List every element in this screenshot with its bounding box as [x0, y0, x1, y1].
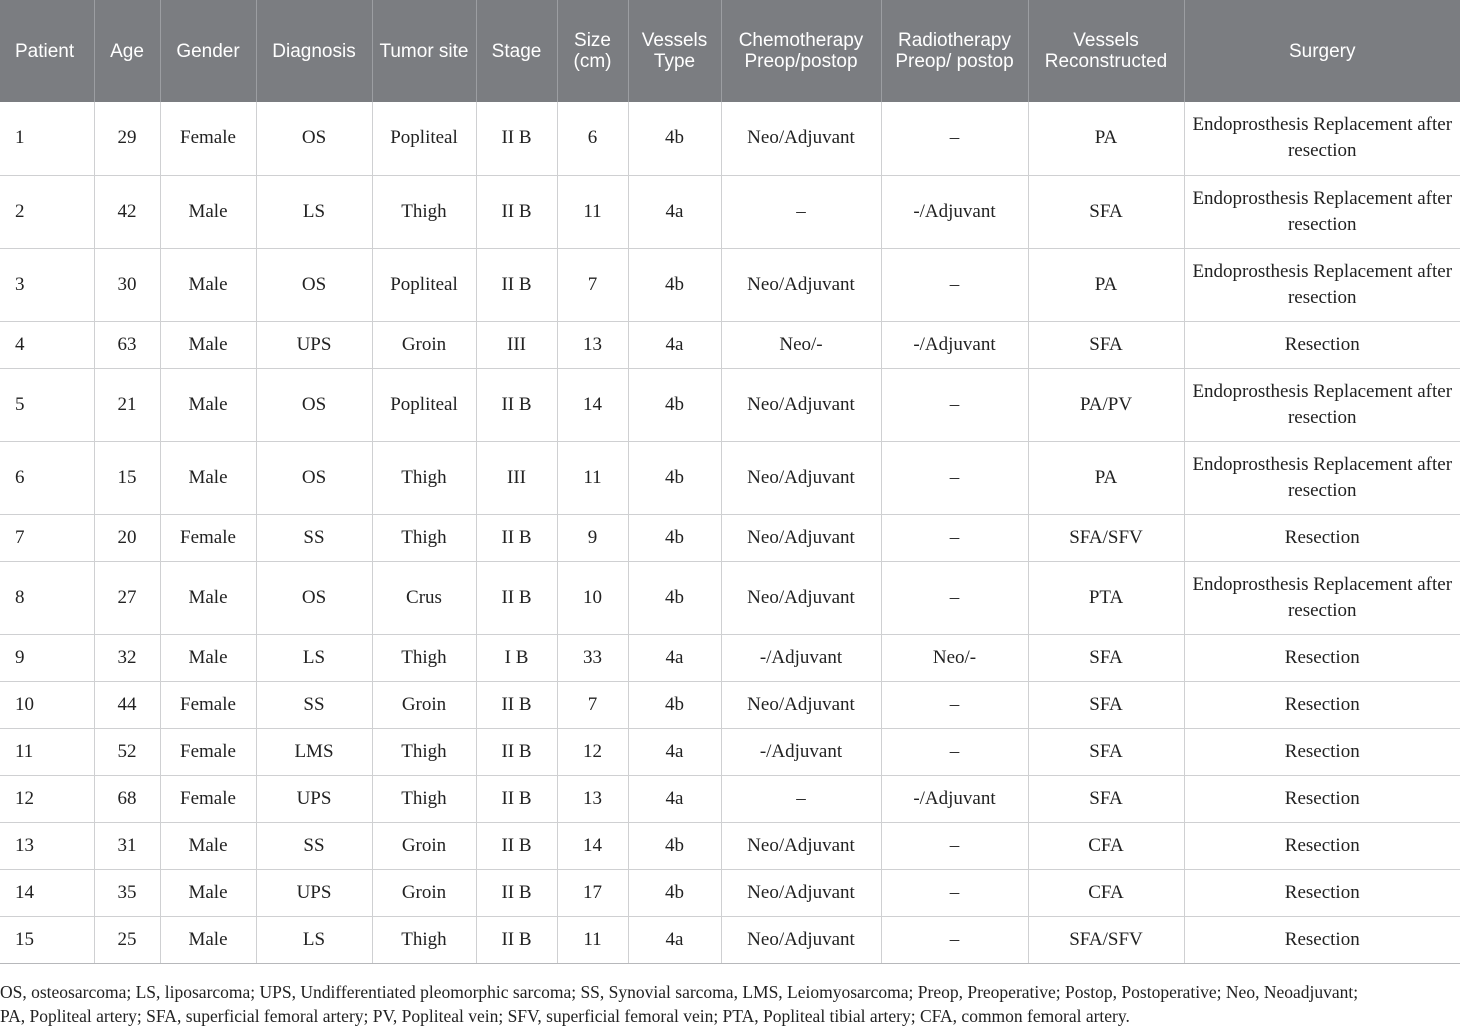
cell-radiotherapy: –: [881, 916, 1028, 963]
cell-age: 29: [94, 102, 160, 175]
cell-vessels-reconstructed: PA: [1028, 441, 1184, 514]
cell-chemotherapy: Neo/Adjuvant: [721, 368, 881, 441]
cell-vessels-type: 4b: [628, 514, 721, 561]
cell-radiotherapy: –: [881, 728, 1028, 775]
header-diagnosis: Diagnosis: [256, 0, 372, 102]
cell-tumor-site: Thigh: [372, 775, 476, 822]
cell-vessels-reconstructed: PA: [1028, 248, 1184, 321]
table-row: [0, 869, 1460, 916]
cell-chemotherapy: Neo/Adjuvant: [721, 869, 881, 916]
cell-surgery: Endoprosthesis Replacement after resection: [1184, 102, 1460, 175]
cell-age: 63: [94, 321, 160, 368]
table-row: [0, 102, 1460, 175]
cell-gender: Male: [160, 916, 256, 963]
cell-age: 68: [94, 775, 160, 822]
cell-tumor-site: Thigh: [372, 634, 476, 681]
cell-size: 12: [557, 728, 628, 775]
cell-radiotherapy: –: [881, 869, 1028, 916]
cell-chemotherapy: Neo/Adjuvant: [721, 514, 881, 561]
cell-surgery: Resection: [1184, 514, 1460, 561]
cell-diagnosis: SS: [256, 681, 372, 728]
cell-tumor-site: Popliteal: [372, 368, 476, 441]
cell-stage: II B: [476, 368, 557, 441]
cell-diagnosis: OS: [256, 102, 372, 175]
cell-patient: 3: [0, 248, 94, 321]
cell-size: 7: [557, 681, 628, 728]
cell-patient: 2: [0, 175, 94, 248]
cell-age: 15: [94, 441, 160, 514]
cell-patient: 14: [0, 869, 94, 916]
cell-diagnosis: UPS: [256, 775, 372, 822]
table-row: [0, 728, 1460, 775]
table-row: [0, 822, 1460, 869]
table-row: [0, 681, 1460, 728]
cell-age: 21: [94, 368, 160, 441]
cell-vessels-type: 4b: [628, 681, 721, 728]
cell-vessels-type: 4b: [628, 368, 721, 441]
cell-gender: Female: [160, 681, 256, 728]
cell-gender: Male: [160, 175, 256, 248]
cell-size: 13: [557, 775, 628, 822]
cell-radiotherapy: -/Adjuvant: [881, 175, 1028, 248]
cell-surgery: Resection: [1184, 916, 1460, 963]
cell-diagnosis: LMS: [256, 728, 372, 775]
cell-vessels-reconstructed: PTA: [1028, 561, 1184, 634]
cell-stage: II B: [476, 561, 557, 634]
cell-vessels-reconstructed: SFA: [1028, 175, 1184, 248]
cell-radiotherapy: -/Adjuvant: [881, 775, 1028, 822]
footnote-line-2: PA, Popliteal artery; SFA, superficial femoral artery; PV, Popliteal vein; SFV, superficial femoral vein; PTA, Popliteal tibial artery; CFA, common femoral artery.: [0, 1006, 1130, 1026]
header-vessels-type: Vessels Type: [628, 0, 721, 102]
cell-chemotherapy: Neo/Adjuvant: [721, 561, 881, 634]
cell-surgery: Resection: [1184, 634, 1460, 681]
table-row: [0, 321, 1460, 368]
cell-tumor-site: Crus: [372, 561, 476, 634]
cell-vessels-reconstructed: SFA: [1028, 681, 1184, 728]
cell-chemotherapy: Neo/Adjuvant: [721, 102, 881, 175]
cell-vessels-reconstructed: PA: [1028, 102, 1184, 175]
cell-stage: III: [476, 321, 557, 368]
cell-vessels-type: 4a: [628, 175, 721, 248]
cell-patient: 7: [0, 514, 94, 561]
cell-radiotherapy: –: [881, 102, 1028, 175]
cell-diagnosis: OS: [256, 368, 372, 441]
cell-radiotherapy: –: [881, 822, 1028, 869]
cell-patient: 1: [0, 102, 94, 175]
cell-size: 11: [557, 175, 628, 248]
cell-radiotherapy: –: [881, 368, 1028, 441]
cell-stage: II B: [476, 869, 557, 916]
cell-gender: Male: [160, 634, 256, 681]
cell-vessels-reconstructed: SFA/SFV: [1028, 514, 1184, 561]
table-row: [0, 514, 1460, 561]
cell-chemotherapy: Neo/-: [721, 321, 881, 368]
table-body: [0, 102, 1460, 963]
cell-chemotherapy: Neo/Adjuvant: [721, 916, 881, 963]
cell-vessels-reconstructed: PA/PV: [1028, 368, 1184, 441]
cell-patient: 8: [0, 561, 94, 634]
cell-gender: Male: [160, 441, 256, 514]
header-radiotherapy: Radiotherapy Preop/ postop: [881, 0, 1028, 102]
cell-age: 30: [94, 248, 160, 321]
cell-diagnosis: LS: [256, 175, 372, 248]
cell-chemotherapy: Neo/Adjuvant: [721, 681, 881, 728]
cell-vessels-type: 4b: [628, 102, 721, 175]
cell-size: 11: [557, 916, 628, 963]
header-row: [0, 0, 1460, 102]
table-row: [0, 634, 1460, 681]
cell-radiotherapy: Neo/-: [881, 634, 1028, 681]
header-patient: Patient: [0, 0, 94, 102]
cell-tumor-site: Thigh: [372, 441, 476, 514]
cell-stage: II B: [476, 175, 557, 248]
cell-chemotherapy: –: [721, 175, 881, 248]
table-row: [0, 561, 1460, 634]
cell-stage: I B: [476, 634, 557, 681]
cell-surgery: Resection: [1184, 321, 1460, 368]
cell-tumor-site: Groin: [372, 822, 476, 869]
cell-tumor-site: Groin: [372, 681, 476, 728]
cell-surgery: Endoprosthesis Replacement after resection: [1184, 368, 1460, 441]
cell-patient: 6: [0, 441, 94, 514]
table-row: [0, 441, 1460, 514]
cell-stage: II B: [476, 728, 557, 775]
cell-radiotherapy: –: [881, 514, 1028, 561]
cell-age: 20: [94, 514, 160, 561]
cell-chemotherapy: -/Adjuvant: [721, 634, 881, 681]
cell-gender: Male: [160, 368, 256, 441]
cell-vessels-type: 4b: [628, 248, 721, 321]
cell-vessels-type: 4b: [628, 869, 721, 916]
cell-gender: Female: [160, 514, 256, 561]
cell-stage: II B: [476, 514, 557, 561]
cell-patient: 4: [0, 321, 94, 368]
cell-patient: 15: [0, 916, 94, 963]
cell-diagnosis: SS: [256, 822, 372, 869]
cell-age: 35: [94, 869, 160, 916]
cell-size: 11: [557, 441, 628, 514]
cell-size: 6: [557, 102, 628, 175]
table-row: [0, 175, 1460, 248]
cell-gender: Male: [160, 321, 256, 368]
cell-tumor-site: Thigh: [372, 175, 476, 248]
cell-vessels-reconstructed: SFA: [1028, 321, 1184, 368]
header-size: Size (cm): [557, 0, 628, 102]
cell-age: 25: [94, 916, 160, 963]
cell-surgery: Resection: [1184, 822, 1460, 869]
header-age: Age: [94, 0, 160, 102]
cell-tumor-site: Popliteal: [372, 248, 476, 321]
cell-vessels-reconstructed: SFA: [1028, 775, 1184, 822]
cell-gender: Male: [160, 248, 256, 321]
cell-size: 14: [557, 368, 628, 441]
cell-diagnosis: OS: [256, 561, 372, 634]
cell-vessels-type: 4a: [628, 775, 721, 822]
cell-vessels-type: 4a: [628, 916, 721, 963]
cell-stage: II B: [476, 775, 557, 822]
cell-surgery: Resection: [1184, 728, 1460, 775]
table-row: [0, 775, 1460, 822]
cell-gender: Female: [160, 728, 256, 775]
cell-tumor-site: Thigh: [372, 916, 476, 963]
table-row: [0, 368, 1460, 441]
cell-surgery: Resection: [1184, 869, 1460, 916]
cell-vessels-reconstructed: SFA: [1028, 728, 1184, 775]
cell-vessels-type: 4b: [628, 822, 721, 869]
cell-gender: Female: [160, 775, 256, 822]
cell-chemotherapy: Neo/Adjuvant: [721, 441, 881, 514]
cell-tumor-site: Groin: [372, 321, 476, 368]
cell-tumor-site: Thigh: [372, 514, 476, 561]
table-row: [0, 248, 1460, 321]
cell-radiotherapy: –: [881, 248, 1028, 321]
cell-radiotherapy: –: [881, 681, 1028, 728]
cell-stage: II B: [476, 916, 557, 963]
cell-surgery: Endoprosthesis Replacement after resection: [1184, 248, 1460, 321]
cell-vessels-type: 4b: [628, 561, 721, 634]
cell-vessels-type: 4a: [628, 634, 721, 681]
cell-chemotherapy: -/Adjuvant: [721, 728, 881, 775]
cell-gender: Male: [160, 822, 256, 869]
cell-size: 13: [557, 321, 628, 368]
cell-patient: 12: [0, 775, 94, 822]
table-row: [0, 916, 1460, 963]
cell-stage: II B: [476, 248, 557, 321]
cell-stage: II B: [476, 822, 557, 869]
cell-patient: 13: [0, 822, 94, 869]
cell-patient: 5: [0, 368, 94, 441]
cell-surgery: Resection: [1184, 681, 1460, 728]
header-vessels-reconstructed: Vessels Reconstructed: [1028, 0, 1184, 102]
cell-size: 33: [557, 634, 628, 681]
header-tumor-site: Tumor site: [372, 0, 476, 102]
cell-stage: III: [476, 441, 557, 514]
header-stage: Stage: [476, 0, 557, 102]
cell-size: 17: [557, 869, 628, 916]
cell-patient: 11: [0, 728, 94, 775]
cell-age: 27: [94, 561, 160, 634]
cell-diagnosis: LS: [256, 916, 372, 963]
cell-chemotherapy: –: [721, 775, 881, 822]
cell-chemotherapy: Neo/Adjuvant: [721, 248, 881, 321]
cell-age: 52: [94, 728, 160, 775]
cell-tumor-site: Popliteal: [372, 102, 476, 175]
cell-surgery: Endoprosthesis Replacement after resection: [1184, 441, 1460, 514]
footnote: [0, 980, 1460, 1028]
header-surgery: Surgery: [1184, 0, 1460, 102]
cell-diagnosis: LS: [256, 634, 372, 681]
cell-vessels-type: 4a: [628, 321, 721, 368]
cell-size: 7: [557, 248, 628, 321]
footnote-line-1: OS, osteosarcoma; LS, liposarcoma; UPS, Undifferentiated pleomorphic sarcoma; SS, Synovial sarcoma, LMS, Leiomyosarcoma; Preop, Preoperative; Postop, Postoperative; Neo, Neoadjuvant;: [0, 982, 1359, 1002]
cell-tumor-site: Groin: [372, 869, 476, 916]
cell-age: 31: [94, 822, 160, 869]
cell-gender: Male: [160, 561, 256, 634]
cell-gender: Female: [160, 102, 256, 175]
header-chemotherapy: Chemotherapy Preop/postop: [721, 0, 881, 102]
cell-gender: Male: [160, 869, 256, 916]
cell-age: 32: [94, 634, 160, 681]
cell-radiotherapy: -/Adjuvant: [881, 321, 1028, 368]
cell-stage: II B: [476, 102, 557, 175]
cell-age: 42: [94, 175, 160, 248]
cell-patient: 10: [0, 681, 94, 728]
cell-surgery: Endoprosthesis Replacement after resection: [1184, 175, 1460, 248]
cell-surgery: Endoprosthesis Replacement after resection: [1184, 561, 1460, 634]
cell-diagnosis: SS: [256, 514, 372, 561]
cell-size: 14: [557, 822, 628, 869]
cell-vessels-reconstructed: CFA: [1028, 822, 1184, 869]
cell-diagnosis: OS: [256, 248, 372, 321]
cell-radiotherapy: –: [881, 441, 1028, 514]
cell-tumor-site: Thigh: [372, 728, 476, 775]
cell-diagnosis: UPS: [256, 321, 372, 368]
cell-vessels-reconstructed: CFA: [1028, 869, 1184, 916]
cell-size: 9: [557, 514, 628, 561]
cell-vessels-reconstructed: SFA/SFV: [1028, 916, 1184, 963]
cell-chemotherapy: Neo/Adjuvant: [721, 822, 881, 869]
cell-diagnosis: UPS: [256, 869, 372, 916]
cell-size: 10: [557, 561, 628, 634]
cell-diagnosis: OS: [256, 441, 372, 514]
header-gender: Gender: [160, 0, 256, 102]
cell-vessels-type: 4b: [628, 441, 721, 514]
cell-radiotherapy: –: [881, 561, 1028, 634]
cell-vessels-type: 4a: [628, 728, 721, 775]
cell-age: 44: [94, 681, 160, 728]
cell-surgery: Resection: [1184, 775, 1460, 822]
cell-stage: II B: [476, 681, 557, 728]
cell-patient: 9: [0, 634, 94, 681]
cell-vessels-reconstructed: SFA: [1028, 634, 1184, 681]
